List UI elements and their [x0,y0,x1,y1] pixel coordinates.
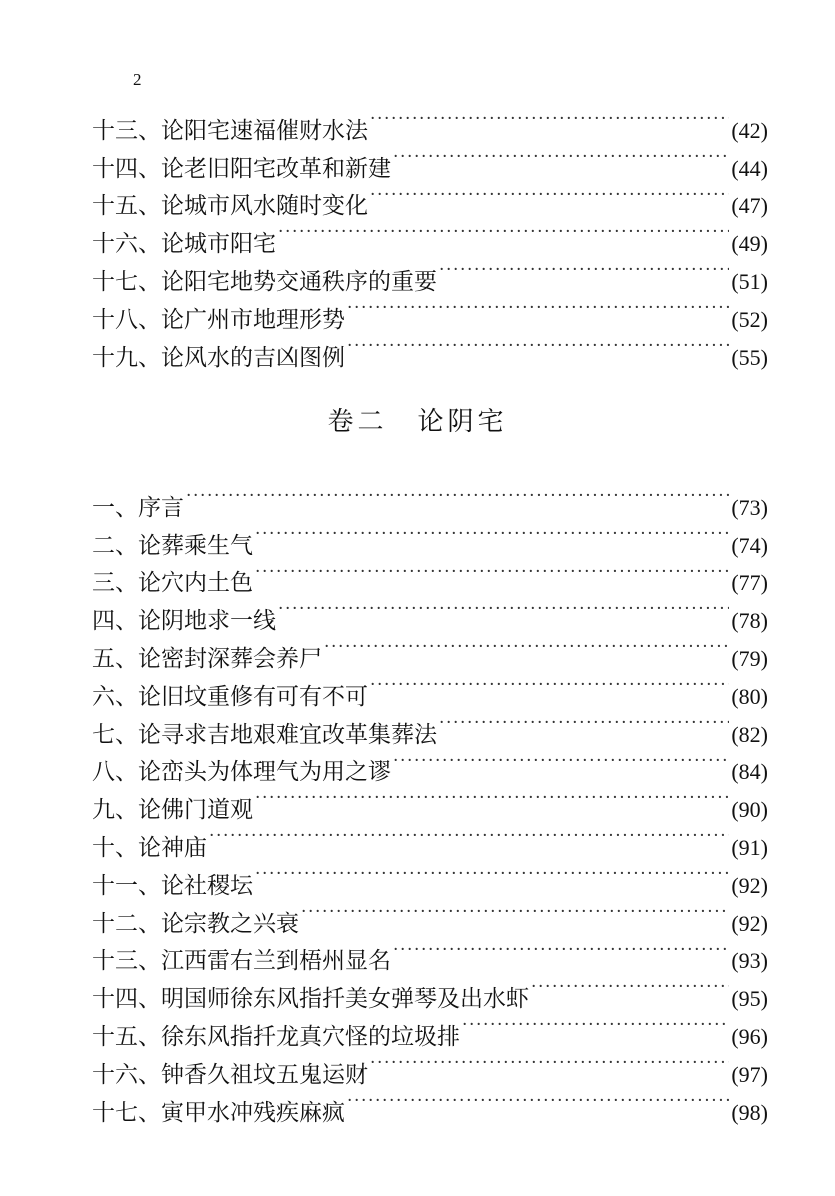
toc-entry-title: 论老旧阳宅改革和新建 [161,155,391,182]
toc-leader-dots [439,704,729,742]
toc-entry-title: 论宗教之兴衰 [161,910,299,937]
toc-entry-number: 三、 [92,570,138,597]
toc-leader-dots [347,1082,729,1120]
toc-entry-number: 十八、 [92,306,161,333]
toc-entry-title: 论密封深葬会养尸 [138,645,322,672]
toc-leader-dots [301,893,729,931]
toc-entry-title: 钟香久祖坟五鬼运财 [161,1061,368,1088]
toc-entry-number: 九、 [92,797,138,824]
toc-entry-title: 论城市风水随时变化 [161,193,368,220]
toc-entry-title: 论城市阳宅 [161,231,276,258]
section-title: 论阴宅 [417,407,508,437]
toc-entry-page: (92) [731,872,768,898]
toc-entry-page: (93) [731,948,768,974]
toc-entry-title: 徐东风指扦龙真穴怪的垃圾排 [161,1023,460,1050]
toc-entry-title: 论旧坟重修有可有不可 [138,683,368,710]
toc-entry-title: 论佛门道观 [138,797,253,824]
toc-entry-title: 论葬乘生气 [138,532,253,559]
toc-entry-page: (73) [731,494,768,520]
toc-leader-dots [255,515,729,553]
toc-entry-page: (77) [731,570,768,596]
toc-lower-list [92,477,768,1126]
toc-entry-number: 十、 [92,834,138,861]
toc-entry [92,100,768,144]
toc-entry-page: (95) [731,986,768,1012]
toc-leader-dots [531,968,729,1006]
toc-entry-page: (74) [731,532,768,558]
toc-entry-page: (82) [731,721,768,747]
toc-entry-page: (55) [731,344,768,370]
toc-entry-number: 七、 [92,721,138,748]
toc-entry-title: 论峦头为体理气为用之谬 [138,759,391,786]
toc-entry-number: 十四、 [92,986,161,1013]
toc-entry-number: 十七、 [92,268,161,295]
section-heading [0,402,835,442]
toc-leader-dots [370,176,729,214]
toc-entry-title: 论神庙 [138,834,207,861]
toc-entry-number: 十三、 [92,948,161,975]
toc-leader-dots [186,477,729,515]
toc-leader-dots [278,590,729,628]
toc-leader-dots [278,213,729,251]
toc-entry-page: (90) [731,797,768,823]
toc-leader-dots [255,779,729,817]
toc-entry-number: 十四、 [92,155,161,182]
toc-leader-dots [393,931,729,969]
toc-entry-page: (84) [731,759,768,785]
toc-entry-number: 十六、 [92,231,161,258]
toc-entry-page: (96) [731,1023,768,1049]
toc-entry-page: (47) [731,193,768,219]
toc-leader-dots [255,553,729,591]
toc-entry-title: 论阳宅地势交通秩序的重要 [161,268,437,295]
toc-entry-page: (52) [731,306,768,332]
section-volume: 卷二 [327,407,388,437]
toc-entry-number: 十五、 [92,193,161,220]
toc-entry-number: 十五、 [92,1023,161,1050]
toc-leader-dots [370,1044,729,1082]
toc-leader-dots [347,327,729,365]
toc-entry-number: 十七、 [92,1099,161,1126]
toc-entry-number: 十九、 [92,344,161,371]
toc-entry-page: (78) [731,608,768,634]
toc-upper-list [92,100,768,371]
toc-entry-page: (79) [731,645,768,671]
toc-leader-dots [370,666,729,704]
toc-entry-title: 论阳宅速福催财水法 [161,117,368,144]
toc-entry-number: 五、 [92,645,138,672]
toc-entry-number: 十六、 [92,1061,161,1088]
toc-entry-title: 论风水的吉凶图例 [161,344,345,371]
toc-entry-number: 六、 [92,683,138,710]
toc-entry-page: (80) [731,683,768,709]
toc-entry-page: (98) [731,1099,768,1125]
toc-leader-dots [209,817,729,855]
toc-entry-number: 四、 [92,608,138,635]
toc-entry-title: 论社稷坛 [161,872,253,899]
toc-leader-dots [393,742,729,780]
toc-leader-dots [324,628,729,666]
toc-entry-number: 一、 [92,494,138,521]
toc-entry-page: (49) [731,231,768,257]
toc-entry-page: (51) [731,268,768,294]
toc-leader-dots [370,100,729,138]
toc-entry-page: (42) [731,117,768,143]
toc-entry-page: (44) [731,155,768,181]
toc-entry-title: 序言 [138,494,184,521]
toc-entry [92,477,768,521]
toc-leader-dots [347,289,729,327]
toc-entry-number: 八、 [92,759,138,786]
toc-entry-title: 论穴内土色 [138,570,253,597]
toc-entry-title: 寅甲水冲残疾麻疯 [161,1099,345,1126]
page-number: 2 [133,70,142,89]
toc-leader-dots [255,855,729,893]
toc-entry-title: 江西雷右兰到梧州显名 [161,948,391,975]
toc-leader-dots [393,138,729,176]
toc-entry-page: (91) [731,834,768,860]
toc-entry-page: (92) [731,910,768,936]
toc-entry-number: 二、 [92,532,138,559]
toc-entry-page: (97) [731,1061,768,1087]
toc-entry-number: 十一、 [92,872,161,899]
toc-entry-title: 论广州市地理形势 [161,306,345,333]
toc-entry-title: 明国师徐东风指扦美女弹琴及出水虾 [161,986,529,1013]
toc-entry-title: 论阴地求一线 [138,608,276,635]
toc-entry [92,515,768,559]
toc-leader-dots [439,251,729,289]
toc-leader-dots [462,1006,729,1044]
toc-entry-number: 十二、 [92,910,161,937]
toc-entry-number: 十三、 [92,117,161,144]
toc-entry-title: 论寻求吉地艰难宜改革集葬法 [138,721,437,748]
